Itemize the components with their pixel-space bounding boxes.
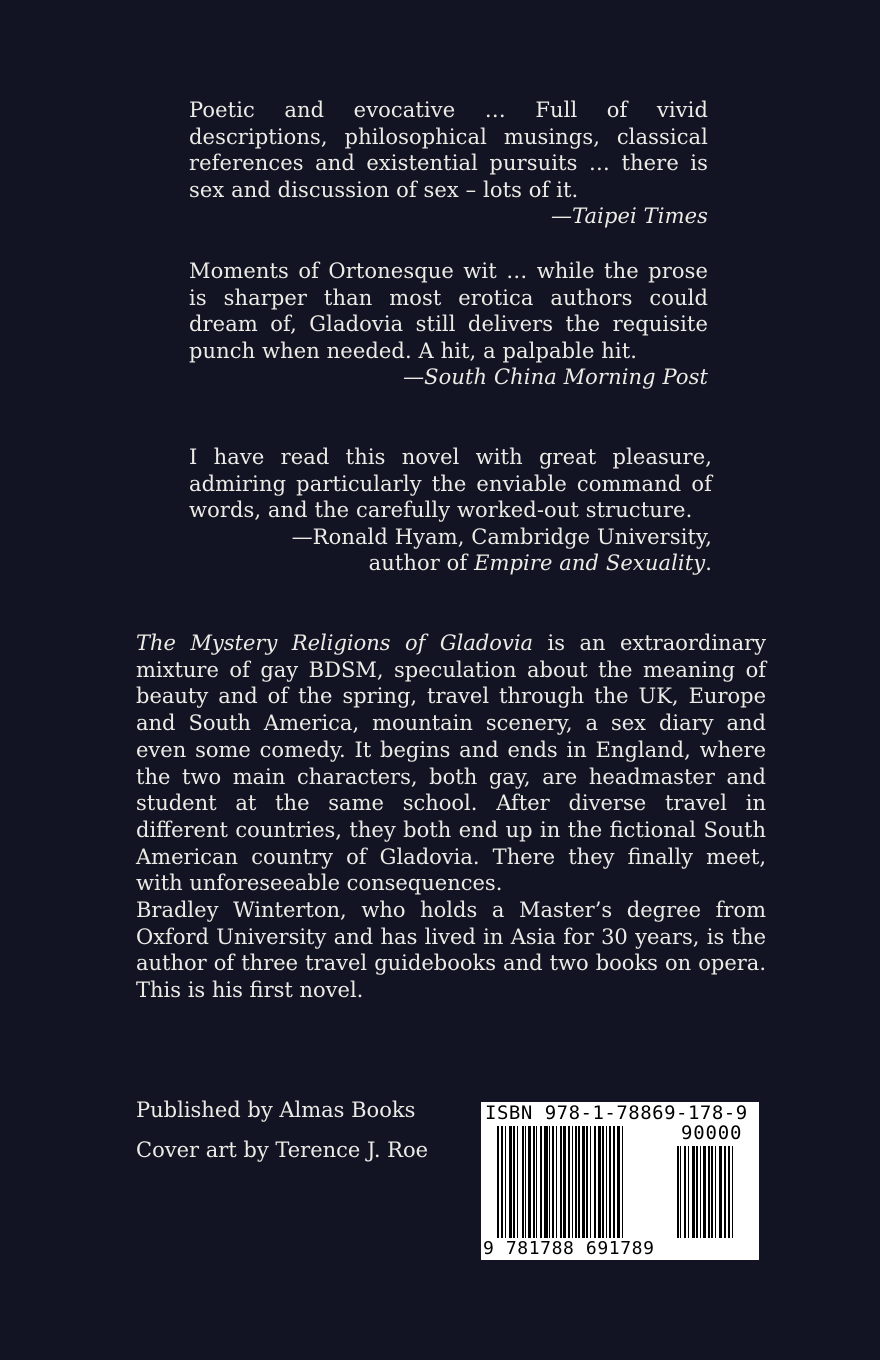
price-barcode-bars [677, 1146, 753, 1238]
isbn-number: ISBN 978-1-78869-178-9 [485, 1102, 748, 1124]
quote-text: Moments of Ortonesque wit … while the prose is sharper than most erotica authors could dream of, Gladovia still delivers the requisite punch when needed. A hit, a palpable hit. [189, 259, 708, 363]
ean-barcode-bars [497, 1126, 667, 1238]
quote-attribution-line1: —Ronald Hyam, Cambridge University, [291, 524, 712, 549]
attribution-suffix: . [705, 551, 712, 575]
attribution-prefix: author of [368, 551, 475, 575]
description-text: is an extraordinary mixture of gay BDSM, speculation about the meaning of beauty and of the spring, travel through the UK, Europe and South America, mountain scenery, a sex diary and even some comedy. It begins and ends in England, where the two main characters, both gay, are headmaster and student at the same school. After diverse travel in different countries, they both end up in the fictional South American country of Gladovia. There they finally meet, with unforeseeable consequences. [136, 631, 767, 896]
review-quote-taipei-times [189, 97, 708, 230]
isbn-barcode [481, 1102, 759, 1260]
cover-art-credit: Cover art by Terence J. Roe [136, 1138, 429, 1162]
quote-attribution-line2 [189, 550, 712, 577]
barcode-gap [623, 1126, 625, 1238]
review-quote-ronald-hyam [189, 444, 712, 577]
barcode-bar [732, 1146, 733, 1238]
book-title: The Mystery Religions of Gladovia [136, 631, 534, 655]
price-code: 90000 [681, 1122, 743, 1144]
attribution-book-title: Empire and Sexuality [474, 551, 706, 575]
quote-attribution: —Taipei Times [550, 204, 708, 228]
quote-text: I have read this novel with great pleasure, admiring particularly the enviable command of words, and the carefully worked-out structure. [189, 445, 712, 522]
publisher-credit: Published by Almas Books [136, 1098, 416, 1122]
quote-text: Poetic and evocative … Full of vivid descriptions, philosophical musings, classical references and existential pursuits … there is sex and discussion of sex – lots of it. [189, 98, 708, 202]
quote-attribution: —South China Morning Post [403, 365, 708, 389]
author-bio: Bradley Winterton, who holds a Master’s degree from Oxford University and has lived in Asia for 30 years, is the author of three travel guidebooks and two books on opera. This is his first novel. [136, 898, 766, 1003]
ean-number: 9 781788 691789 [483, 1238, 655, 1259]
book-description [136, 630, 766, 897]
review-quote-scmp [189, 258, 708, 391]
